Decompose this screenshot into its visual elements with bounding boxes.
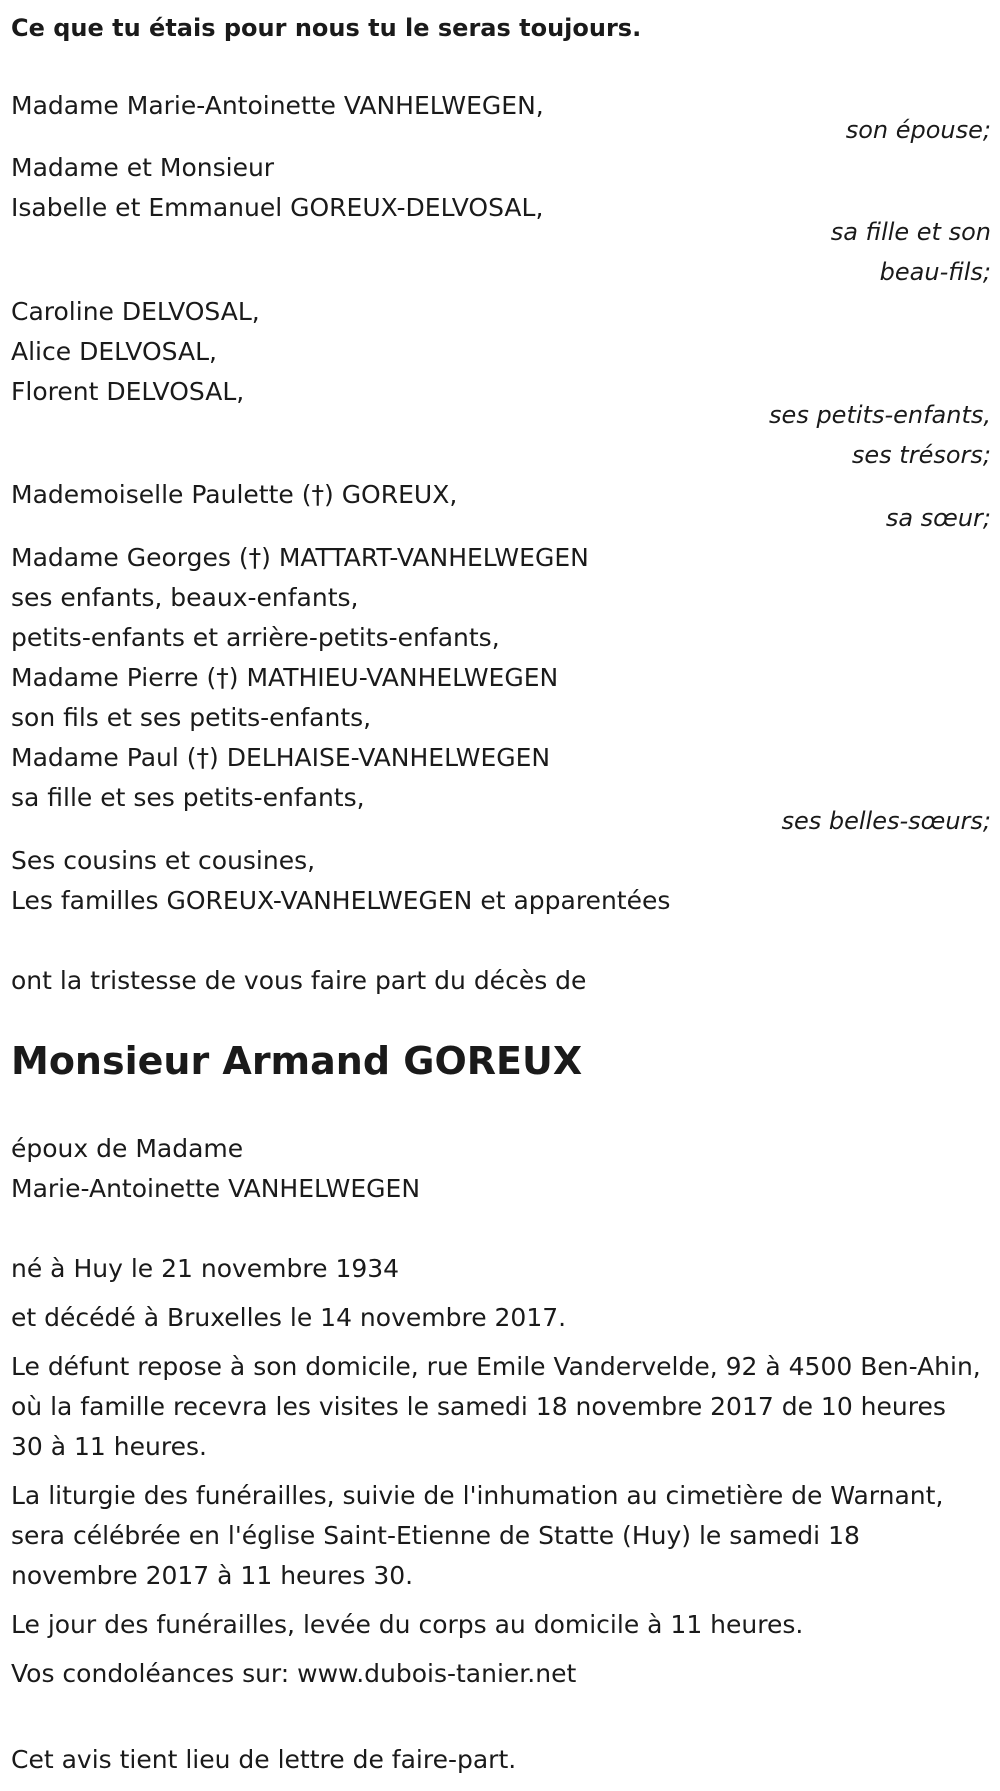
funeral-info: La liturgie des funérailles, suivie de l'inhumation au cimetière de Warnant, sera célébrée en l'église Saint-Etienne de Statte (Huy) le samedi 18 novembre 2017 à 11 heures 30. (11, 1481, 944, 1590)
visitation-info: Le défunt repose à son domicile, rue Emile Vandervelde, 92 à 4500 Ben-Ahin, où la famille recevra les visites le samedi 18 novembre 2017 de 10 heures 30 à 11 heures. (11, 1352, 981, 1461)
condolences-info: Vos condoléances sur: www.dubois-tanier.net (11, 1659, 577, 1688)
family-name-line: Madame Pierre (†) MATHIEU-VANHELWEGEN (11, 663, 559, 692)
family-name-line: Caroline DELVOSAL, (11, 297, 260, 326)
family-name-line: son fils et ses petits-enfants, (11, 703, 372, 732)
family-name-line: Madame et Monsieur (11, 153, 275, 182)
deceased-name: Monsieur Armand GOREUX (11, 1039, 583, 1083)
relation-label: son épouse; (845, 116, 991, 144)
family-name-line: Madame Paul (†) DELHAISE-VANHELWEGEN (11, 743, 551, 772)
family-name-line: Florent DELVOSAL, (11, 377, 245, 406)
family-name-line: Ses cousins et cousines, (11, 846, 316, 875)
relation-label: sa sœur; (885, 504, 991, 532)
relation-label: beau-fils; (879, 258, 991, 286)
birth-info: né à Huy le 21 novembre 1934 (11, 1254, 400, 1283)
relation-label: ses petits-enfants, (769, 401, 991, 429)
family-name-line: Les familles GOREUX-VANHELWEGEN et apparentées (11, 886, 671, 915)
announcement: ont la tristesse de vous faire part du décès de (11, 966, 587, 995)
relation-label: ses trésors; (851, 441, 991, 469)
family-name-line: Madame Marie-Antoinette VANHELWEGEN, (11, 91, 544, 120)
spouse-of-line: Marie-Antoinette VANHELWEGEN (11, 1174, 421, 1203)
departure-info: Le jour des funérailles, levée du corps au domicile à 11 heures. (11, 1610, 804, 1639)
family-name-line: Isabelle et Emmanuel GOREUX-DELVOSAL, (11, 193, 544, 222)
death-info: et décédé à Bruxelles le 14 novembre 2017. (11, 1303, 567, 1332)
closing-note: Cet avis tient lieu de lettre de faire-part. (11, 1745, 517, 1774)
family-name-line: Mademoiselle Paulette (†) GOREUX, (11, 480, 458, 509)
family-name-line: sa fille et ses petits-enfants, (11, 783, 365, 812)
spouse-of-line: époux de Madame (11, 1134, 244, 1163)
epigraph: Ce que tu étais pour nous tu le seras toujours. (11, 14, 642, 42)
family-name-line: ses enfants, beaux-enfants, (11, 583, 359, 612)
relation-label: sa fille et son (830, 218, 991, 246)
family-name-line: Madame Georges (†) MATTART-VANHELWEGEN (11, 543, 589, 572)
relation-label: ses belles-sœurs; (781, 807, 991, 835)
family-name-line: petits-enfants et arrière-petits-enfants, (11, 623, 500, 652)
family-name-line: Alice DELVOSAL, (11, 337, 217, 366)
